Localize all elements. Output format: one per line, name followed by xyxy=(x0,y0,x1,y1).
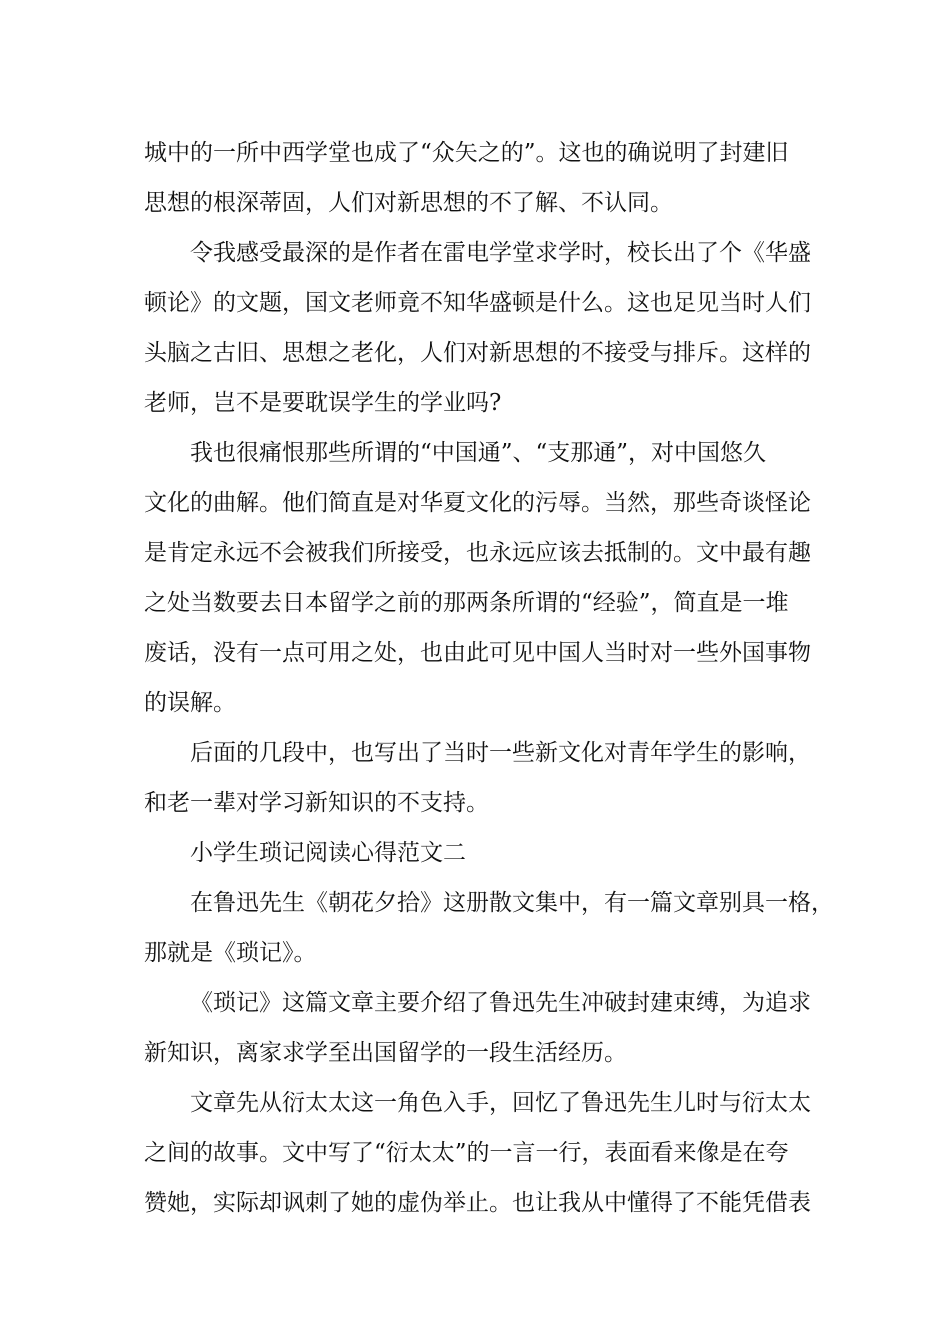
text-line: 我也很痛恨那些所谓的“中国通”、“支那通”，对中国悠久 xyxy=(190,440,767,466)
text-line: 思想的根深蒂固，人们对新思想的不了解、不认同。 xyxy=(144,190,673,216)
text-line: 的误解。 xyxy=(144,690,236,716)
text-line: 是肯定永远不会被我们所接受，也永远应该去抵制的。文中最有趣 xyxy=(144,540,811,566)
text-line: 老师，岂不是要耽误学生的学业吗? xyxy=(144,390,502,416)
text-line: 后面的几段中，也写出了当时一些新文化对青年学生的影响， xyxy=(190,740,811,766)
text-line: 文化的曲解。他们简直是对华夏文化的污辱。当然，那些奇谈怪论 xyxy=(144,490,811,516)
section-heading: 小学生琐记阅读心得范文二 xyxy=(190,840,466,866)
text-line: 头脑之古旧、思想之老化，人们对新思想的不接受与排斥。这样的 xyxy=(144,340,811,366)
text-line: 之间的故事。文中写了“衍太太”的一言一行，表面看来像是在夸 xyxy=(144,1140,789,1166)
document-body xyxy=(144,128,834,1228)
text-line: 顿论》的文题，国文老师竟不知华盛顿是什么。这也足见当时人们 xyxy=(144,290,811,316)
text-line: 在鲁迅先生《朝花夕拾》这册散文集中，有一篇文章别具一格， xyxy=(190,890,834,916)
text-line: 那就是《琐记》。 xyxy=(144,940,317,966)
text-line: 之处当数要去日本留学之前的那两条所谓的“经验”，简直是一堆 xyxy=(144,590,789,616)
text-line: 城中的一所中西学堂也成了“众矢之的”。这也的确说明了封建旧 xyxy=(144,140,789,166)
text-line: 新知识，离家求学至出国留学的一段生活经历。 xyxy=(144,1040,627,1066)
text-line: 和老一辈对学习新知识的不支持。 xyxy=(144,790,489,816)
text-line: 废话，没有一点可用之处，也由此可见中国人当时对一些外国事物 xyxy=(144,640,811,666)
text-line: 赞她，实际却讽刺了她的虚伪举止。也让我从中懂得了不能凭借表 xyxy=(144,1190,811,1216)
text-line: 令我感受最深的是作者在雷电学堂求学时，校长出了个《华盛 xyxy=(190,240,811,266)
text-line: 文章先从衍太太这一角色入手，回忆了鲁迅先生儿时与衍太太 xyxy=(190,1090,811,1116)
text-line: 《琐记》这篇文章主要介绍了鲁迅先生冲破封建束缚，为追求 xyxy=(190,990,811,1016)
